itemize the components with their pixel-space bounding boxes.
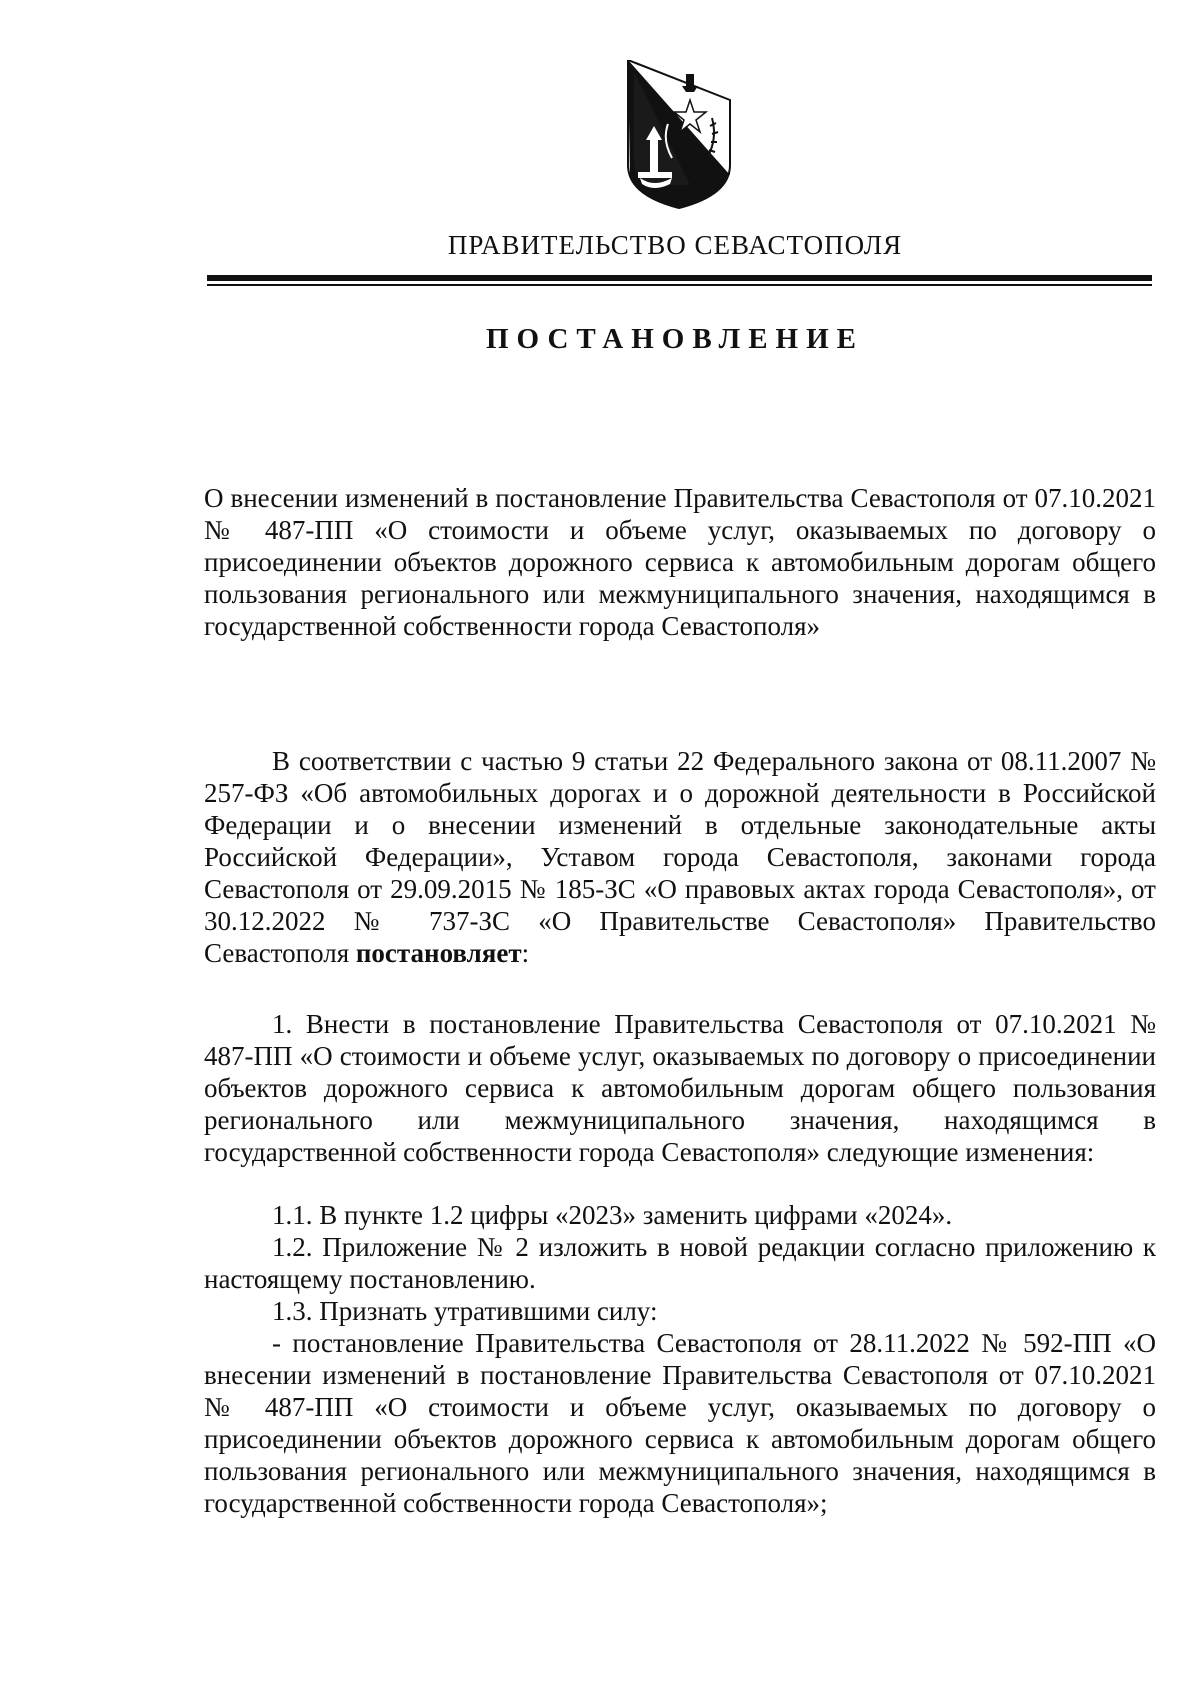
preamble-colon: : (521, 938, 530, 968)
item-1-3-a-paragraph: - постановление Правительства Севастополя от 28.11.2022 № 592-ПП «О внесении изменений в постановление Правительства Севастополя от 07.10.2021 № 487-ПП «О стоимости и объеме услуг, оказываемых по договору о присоединении объектов дорожного сервиса к автомобильным дорогам общего пользования регионального или межмуниципального значения, находящимся в государственной собственности города Севастополя»; (204, 1328, 1156, 1518)
item-1-2-paragraph: 1.2. Приложение № 2 изложить в новой редакции согласно приложению к настоящему постановлению. (204, 1232, 1156, 1294)
preamble-text: В соответствии с частью 9 статьи 22 Федерального закона от 08.11.2007 № 257-ФЗ «Об автомобильных дорогах и о дорожной деятельности в Российской Федерации и о внесении изменений в отдельные законодательные акты Российской Федерации», Уставом города Севастополя, законами города Севастополя от 29.09.2015 № 185-ЗС «О правовых актах города Севастополя», от 30.12.2022 № 737-ЗС «О Правительстве Севастополя» Правительство Севастополя (204, 746, 1156, 968)
header-rule-thick (207, 275, 1152, 281)
item-1-1-paragraph: 1.1. В пункте 1.2 цифры «2023» заменить цифрами «2024». (272, 1200, 953, 1230)
government-title: ПРАВИТЕЛЬСТВО СЕВАСТОПОЛЯ (447, 230, 903, 260)
decree-word: постановляет (355, 938, 522, 968)
header-rule-thin (207, 284, 1152, 286)
document-subject: О внесении изменений в постановление Правительства Севастополя от 07.10.2021 № 487-ПП «О стоимости и объеме услуг, оказываемых по договору о присоединении объектов дорожного сервиса к автомобильным дорогам общего пользования регионального или межмуниципального значения, находящимся в государственной собственности города Севастополя» (204, 483, 1156, 641)
preamble-paragraph (204, 745, 1156, 969)
item-1-3-paragraph: 1.3. Признать утратившими силу: (272, 1296, 658, 1326)
sevastopol-coat-of-arms-icon (620, 60, 738, 210)
item-1-paragraph: 1. Внести в постановление Правительства Севастополя от 07.10.2021 № 487-ПП «О стоимости и объеме услуг, оказываемых по договору о присоединении объектов дорожного сервиса к автомобильным дорогам общего пользования регионального или межмуниципального значения, находящимся в государственной собственности города Севастополя» следующие изменения: (204, 1009, 1156, 1167)
document-type-heading: ПОСТАНОВЛЕНИЕ (485, 323, 864, 355)
